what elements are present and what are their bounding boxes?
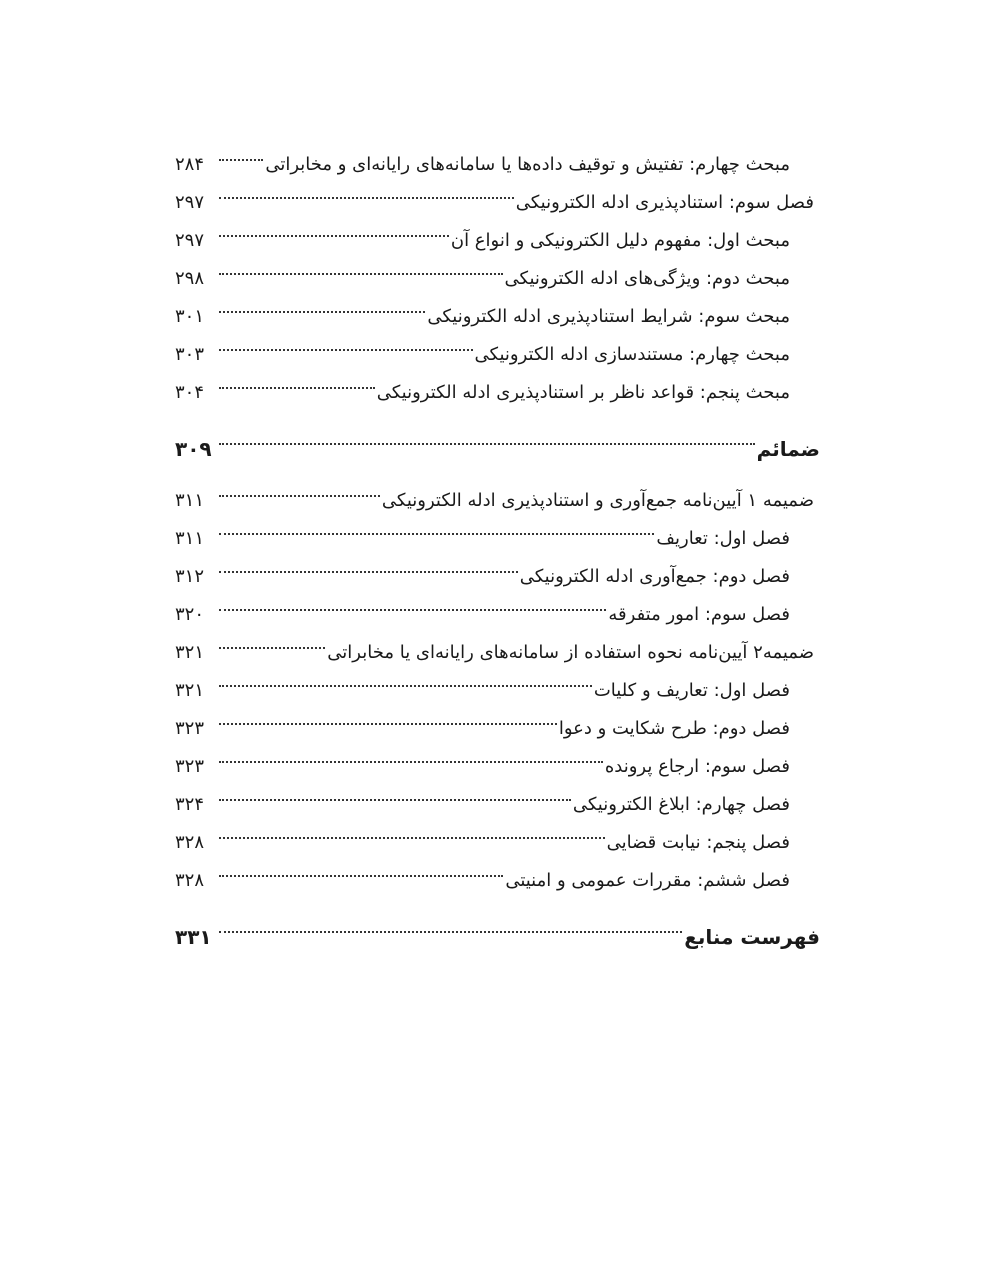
dot-leader: [219, 582, 606, 620]
table-of-contents: [175, 132, 820, 956]
toc-entry-title: فصل دوم: جمع‌آوری ادله الکترونیکی: [519, 566, 790, 587]
toc-entry-title: فصل اول: تعاریف و کلیات: [593, 680, 790, 701]
toc-entry-page: ۳۱۱: [175, 490, 205, 511]
dot-leader: [219, 734, 603, 772]
toc-entry-title: فصل سوم: ارجاع پرونده: [604, 756, 790, 777]
toc-entry-page: ۳۰۹: [175, 437, 212, 461]
toc-entry-title: مبحث دوم: ویژگی‌های ادله الکترونیکی: [504, 268, 790, 289]
dot-leader: [219, 246, 503, 284]
toc-entry-title: فصل اول: تعاریف: [656, 528, 790, 549]
toc-entry-page: ۳۰۴: [175, 382, 205, 403]
dot-leader: [219, 284, 425, 322]
toc-major-heading: [175, 900, 820, 949]
toc-entry-title: ضمیمه ۱ آیین‌نامه جمع‌آوری و استنادپذیری ادله الکترونیکی: [381, 490, 814, 511]
toc-entry-title: مبحث چهارم: تفتیش و توقیف داده‌ها یا سامانه‌های رایانه‌ای و مخابراتی: [265, 154, 790, 175]
dot-leader: [219, 658, 592, 696]
toc-major-heading: [175, 412, 820, 461]
toc-entry-title: ضمائم: [756, 437, 820, 461]
toc-entry-title: مبحث چهارم: مستندسازی ادله الکترونیکی: [474, 344, 790, 365]
dot-leader: [219, 848, 503, 886]
toc-entry-page: ۲۹۷: [175, 192, 205, 213]
dot-leader: [219, 322, 473, 360]
toc-entry-title: ضمیمه۲ آیین‌نامه نحوه استفاده از سامانه‌های رایانه‌ای یا مخابراتی: [327, 642, 814, 663]
dot-leader: [219, 132, 263, 170]
toc-entry-page: ۳۲۱: [175, 642, 205, 663]
dot-leader: [219, 170, 514, 208]
toc-entry-title: مبحث پنجم: قواعد ناظر بر استنادپذیری ادله الکترونیکی: [376, 382, 790, 403]
toc-entry-title: مبحث اول: مفهوم دلیل الکترونیکی و انواع آن: [450, 230, 790, 251]
dot-leader: [219, 360, 375, 398]
toc-entry-page: ۳۲۸: [175, 832, 205, 853]
toc-entry-title: فصل دوم: طرح شکایت و دعوا: [558, 718, 790, 739]
toc-entry: [175, 132, 820, 175]
toc-entry-page: ۳۰۳: [175, 344, 205, 365]
toc-entry-page: ۳۲۴: [175, 794, 205, 815]
toc-entry-page: ۳۲۱: [175, 680, 205, 701]
toc-entry-title: مبحث سوم: شرایط استنادپذیری ادله الکترونیکی: [427, 306, 790, 327]
toc-entry-page: ۳۰۱: [175, 306, 205, 327]
toc-entry-page: ۳۲۸: [175, 870, 205, 891]
toc-entry-page: ۲۸۴: [175, 154, 205, 175]
toc-entry-title: فهرست منابع: [684, 925, 820, 949]
toc-entry-page: ۳۳۱: [175, 925, 212, 949]
toc-entry-title: فصل چهارم: ابلاغ الکترونیکی: [572, 794, 790, 815]
toc-entry-page: ۲۹۷: [175, 230, 205, 251]
toc-entry-title: فصل سوم: استنادپذیری ادله الکترونیکی: [515, 192, 814, 213]
dot-leader: [219, 506, 654, 544]
toc-entry: [175, 468, 820, 511]
dot-leader: [219, 620, 325, 658]
toc-entry-page: ۳۱۲: [175, 566, 205, 587]
toc-entry-page: ۳۲۳: [175, 718, 205, 739]
toc-entry-page: ۳۲۰: [175, 604, 205, 625]
dot-leader: [219, 468, 380, 506]
toc-entry-title: فصل سوم: امور متفرقه: [608, 604, 790, 625]
toc-entry-page: ۳۲۳: [175, 756, 205, 777]
dot-leader: [219, 696, 557, 734]
toc-entry-page: ۳۱۱: [175, 528, 205, 549]
toc-entry-title: فصل ششم: مقررات عمومی و امنیتی: [505, 870, 790, 891]
dot-leader: [219, 208, 449, 246]
dot-leader: [219, 412, 755, 456]
toc-entry-page: ۲۹۸: [175, 268, 205, 289]
dot-leader: [219, 772, 571, 810]
dot-leader: [219, 544, 518, 582]
dot-leader: [219, 810, 605, 848]
toc-entry-title: فصل پنجم: نیابت قضایی: [606, 832, 790, 853]
dot-leader: [219, 900, 682, 944]
